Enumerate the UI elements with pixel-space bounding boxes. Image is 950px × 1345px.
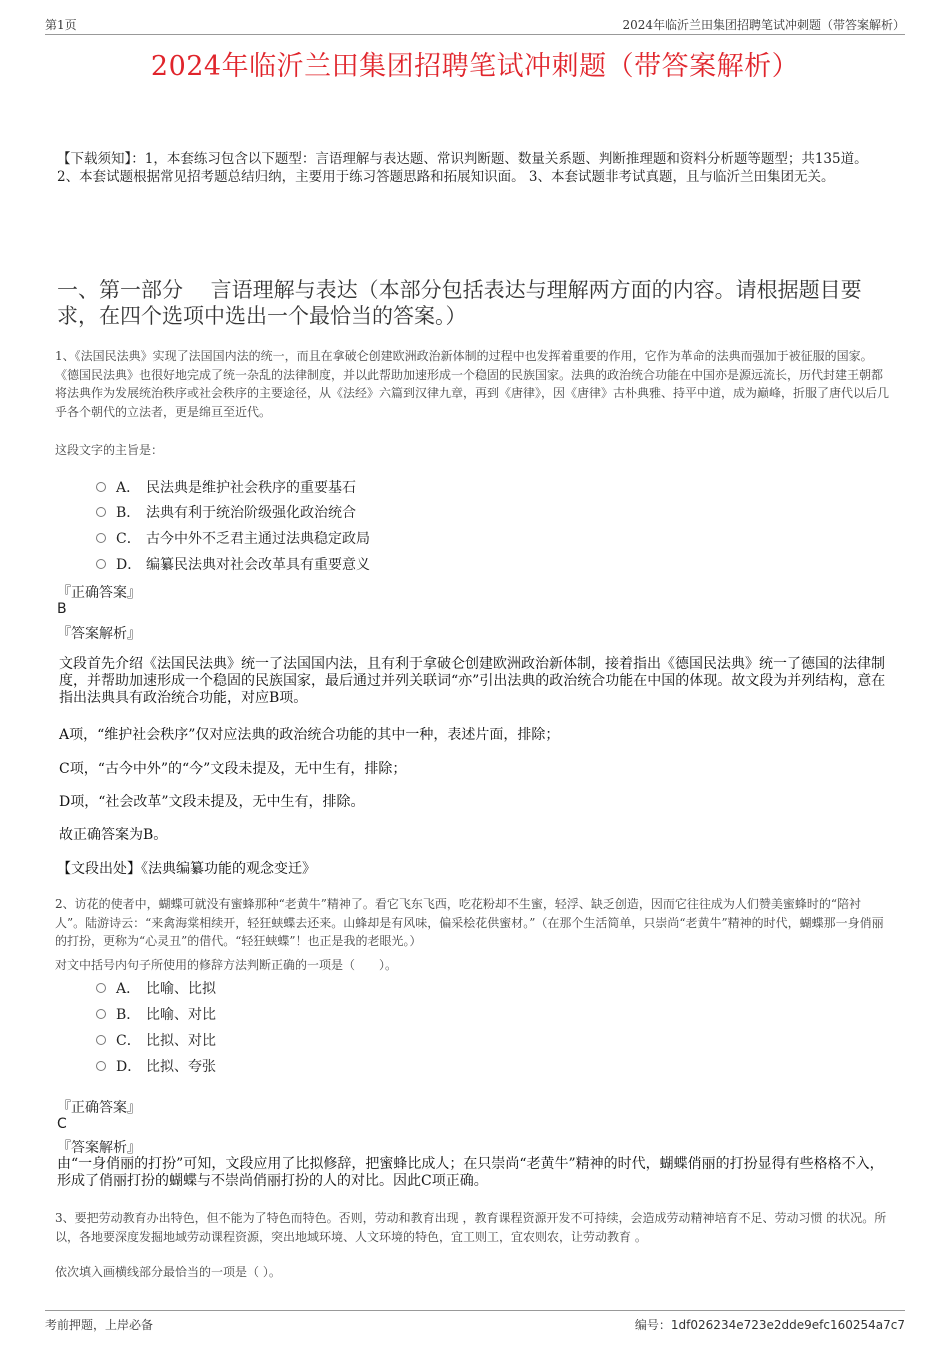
question-1-option-a[interactable]: A． 民法典是维护社会秩序的重要基石: [96, 477, 356, 497]
question-1-answer-label: 『正确答案』: [57, 585, 141, 601]
question-1-option-b[interactable]: B． 法典有利于统治阶级强化政治统合: [96, 502, 356, 522]
radio-icon[interactable]: [96, 507, 106, 517]
header-doc-title: 2024年临沂兰田集团招聘笔试冲刺题（带答案解析）: [622, 18, 905, 32]
question-2-answer-label: 『正确答案』: [57, 1100, 141, 1116]
question-3-text: 3、要把劳动教育办出特色，但不能为了特色而特色。否则，劳动和教育出现 ，教育课程资源开发不可持续，会造成劳动精神培育不足、劳动习惯 的状况。所以，各地要深度发掘地域劳动课程资源，突出地域环境、人文环境的特色，宜工则工，宜农则农，让劳动教育 。: [55, 1211, 887, 1244]
question-1-analysis-d: D项，“社会改革”文段未提及，无中生有，排除。: [59, 794, 365, 810]
radio-icon[interactable]: [96, 1061, 106, 1071]
question-1-prompt: 这段文字的主旨是：: [55, 443, 164, 457]
header-divider: [45, 34, 905, 35]
page-number: 第1页: [45, 18, 77, 32]
question-1-analysis-label: 『答案解析』: [57, 626, 141, 642]
radio-icon[interactable]: [96, 533, 106, 543]
question-2-analysis: 由“一身俏丽的打扮”可知，文段应用了比拟修辞，把蜜蜂比成人；在只崇尚“老黄牛”精神的时代，蝴蝶俏丽的打扮显得有些格格不入，形成了俏丽打扮的蝴蝶与不崇尚俏丽打扮的人的对比。因此C项正确。: [57, 1156, 884, 1189]
question-2-option-c[interactable]: C． 比拟、对比: [96, 1030, 216, 1050]
question-1-option-c[interactable]: C． 古今中外不乏君主通过法典稳定政局: [96, 528, 370, 548]
question-1-source: 【文段出处】《法典编纂功能的观念变迁》: [57, 861, 316, 877]
question-1-analysis-c: C项，“古今中外”的“今”文段未提及，无中生有，排除；: [59, 761, 407, 777]
question-2-answer: C: [57, 1116, 67, 1132]
question-2-prompt: 对文中括号内句子所使用的修辞方法判断正确的一项是（ ）。: [55, 958, 398, 972]
radio-icon[interactable]: [96, 482, 106, 492]
footer-slogan: 考前押题，上岸必备: [45, 1318, 154, 1332]
section-heading: 一、第一部分 言语理解与表达（本部分包括表达与理解两方面的内容。请根据题目要求，在四个选项中选出一个最恰当的答案。）: [57, 278, 862, 328]
question-2-analysis-label: 『答案解析』: [57, 1140, 141, 1156]
radio-icon[interactable]: [96, 559, 106, 569]
question-1-analysis-main: 文段首先介绍《法国民法典》统一了法国国内法，且有利于拿破仑创建欧洲政治新体制，接着指出《德国民法典》统一了德国的法律制度，并帮助加速形成一个稳固的民族国家，最后通过并列关联词“亦”引出法典的政治统合功能在中国的体现。故文段为并列结构，意在指出法典具有政治统合功能，对应B项。: [59, 656, 886, 706]
download-notice: 【下载须知】：1，本套练习包含以下题型：言语理解与表达题、常识判断题、数量关系题、判断推理题和资料分析题等题型；共135道。 2、本套试题根据常见招考题总结归纳，主要用于练习答题思路和拓展知识面。 3、本套试题非考试真题，且与临沂兰田集团无关。: [57, 151, 868, 185]
question-1-answer: B: [57, 601, 67, 617]
question-1-option-d[interactable]: D． 编纂民法典对社会改革具有重要意义: [96, 554, 370, 574]
question-2-option-d[interactable]: D． 比拟、夸张: [96, 1056, 216, 1076]
question-3-prompt: 依次填入画横线部分最恰当的一项是（ ）。: [55, 1265, 281, 1279]
question-2-option-b[interactable]: B． 比喻、对比: [96, 1004, 216, 1024]
radio-icon[interactable]: [96, 1009, 106, 1019]
radio-icon[interactable]: [96, 1035, 106, 1045]
question-1-text: 1、《法国民法典》实现了法国国内法的统一，而且在拿破仑创建欧洲政治新体制的过程中也发挥着重要的作用，它作为革命的法典而强加于被征服的国家。《德国民法典》也很好地完成了统一杂乱的法律制度，并以此帮助加速形成一个稳固的民族国家。法典的政治统合功能在中国亦是源远流长，历代封建王朝都将法典作为发展统治秩序或社会秩序的主要途径，从《法经》六篇到汉律九章，再到《唐律》，因《唐律》古朴典雅、持平中道，成为巅峰，折服了唐代以后几乎各个朝代的立法者，更是绵亘至近代。: [55, 349, 890, 419]
footer-divider: [45, 1310, 905, 1311]
radio-icon[interactable]: [96, 983, 106, 993]
page-title: 2024年临沂兰田集团招聘笔试冲刺题（带答案解析）: [150, 51, 800, 82]
question-1-analysis-conclusion: 故正确答案为B。: [59, 827, 168, 843]
question-2-option-a[interactable]: A． 比喻、比拟: [96, 978, 216, 998]
question-2-text: 2、访花的使者中，蝴蝶可就没有蜜蜂那种“老黄牛”精神了。看它飞东飞西，吃花粉却不生蜜，轻浮、缺乏创造，因而它往往成为人们赞美蜜蜂时的“陪衬人”。陆游诗云：“来禽海棠相续开，轻狂蛱蝶去还来。山蜂却是有风味，偏采桧花供蜜材。”（在那个生活简单，只崇尚“老黄牛”精神的时代，蝴蝶那一身俏丽的打扮，更称为“心灵丑”的借代。“轻狂蛱蝶”！也正是我的老眼光。）: [55, 897, 884, 949]
footer-code: 编号：1df026234e723e2dde9efc160254a7c7: [634, 1318, 905, 1332]
question-1-analysis-a: A项，“维护社会秩序”仅对应法典的政治统合功能的其中一种，表述片面，排除；: [59, 727, 560, 743]
